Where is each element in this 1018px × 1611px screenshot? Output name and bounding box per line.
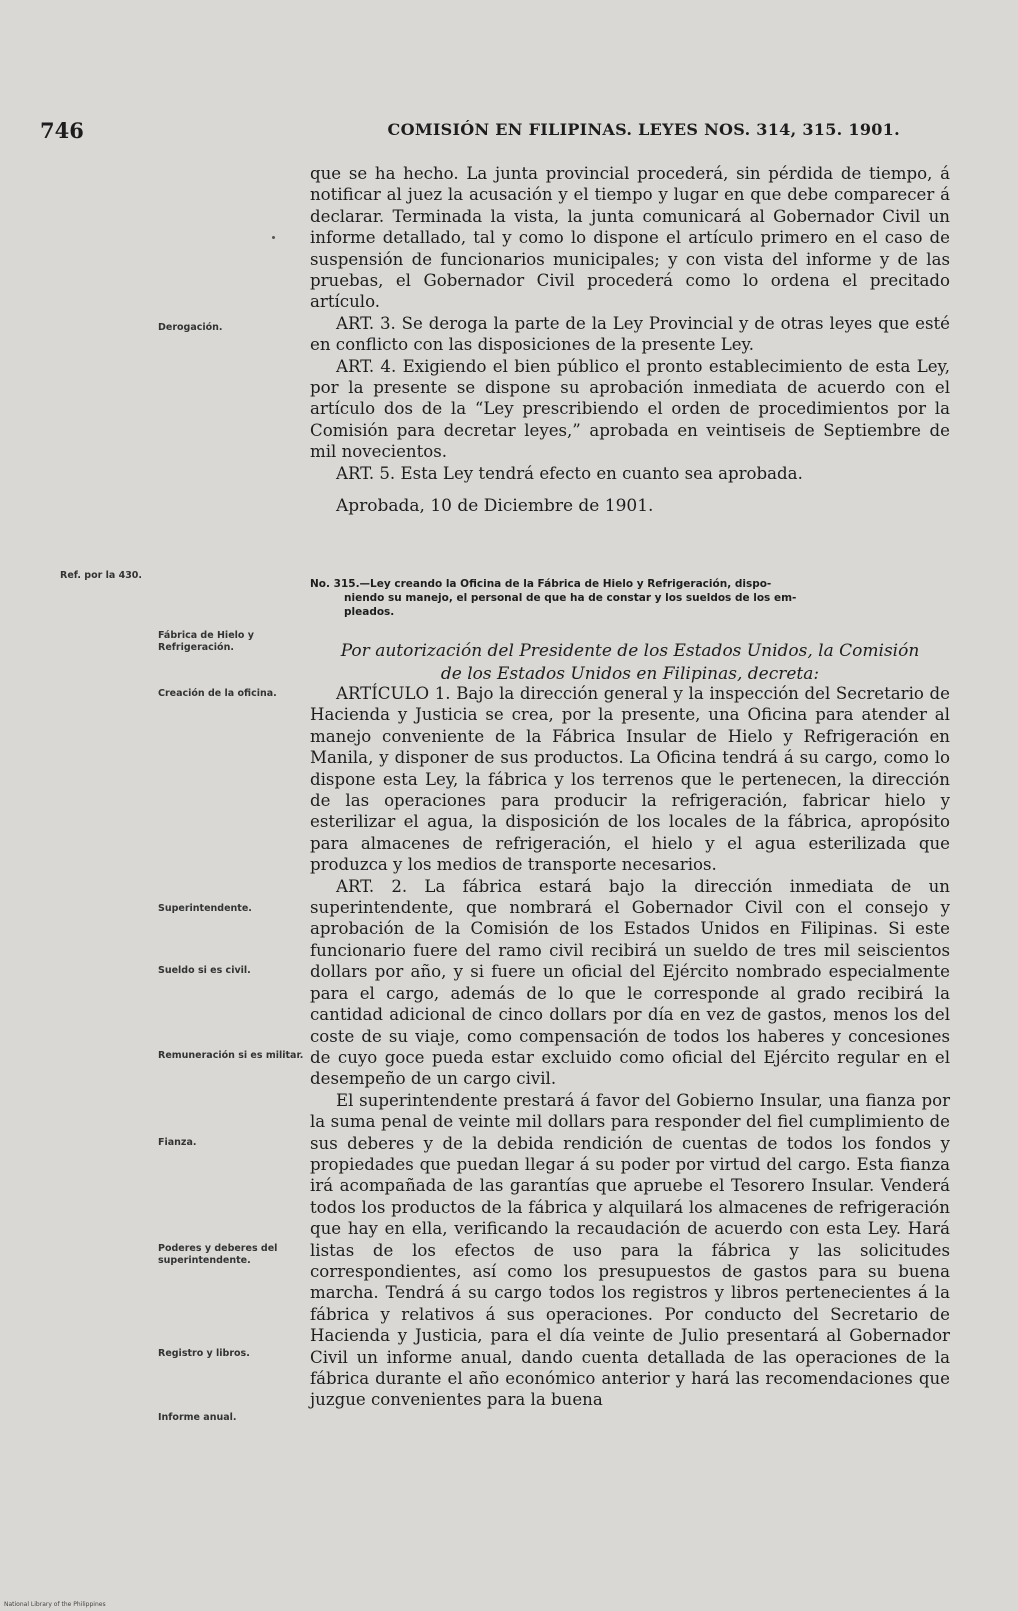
- page-number: 746: [40, 118, 84, 143]
- article-5: ART. 5. Esta Ley tendrá efecto en cuanto sea aprobada.: [336, 463, 803, 483]
- margin-note-sueldo: Sueldo si es civil.: [158, 965, 251, 976]
- law-title-line-2: niendo su manejo, el personal de que ha de constar y los sueldos de los em-: [344, 592, 797, 604]
- law-title-line-3: pleados.: [344, 606, 395, 618]
- margin-note-fabrica: Fábrica de Hielo y Refrigeración.: [158, 630, 254, 653]
- approval-line-wrap: [310, 496, 950, 517]
- law-315-body: [310, 683, 950, 1411]
- preamble-line-2: de los Estados Unidos en Filipinas, decreta:: [440, 664, 820, 684]
- law-preamble: [310, 640, 950, 686]
- margin-note-ref: Ref. por la 430.: [60, 570, 143, 581]
- law-title-line-1: No. 315.—Ley creando la Oficina de la Fábrica de Hielo y Refrigeración, dispo-: [310, 578, 772, 590]
- page-header: [40, 118, 900, 148]
- article-1: ARTÍCULO 1. Bajo la dirección general y la inspección del Secretario de Hacienda y Justicia se crea, por la presente, una Oficina para atender al manejo conveniente de la Fábrica Insular de Hielo y Refrigeración en Manila, y disponer de sus productos. La Oficina tendrá á su cargo, como lo dispone esta Ley, la fábrica y los terrenos que le pertenecen, la dirección de las operaciones para producir la refrigeración, fabricar hielo y esterilizar el agua, la disposición de los locales de la fábrica, apropósito para almacenes de refrigeración, el hielo y el agua esterilizada que produzca y los medios de transporte necesarios.: [310, 684, 950, 875]
- article-3: ART. 3. Se deroga la parte de la Ley Provincial y de otras leyes que esté en conflicto con las disposiciones de la presente Ley.: [310, 313, 950, 355]
- margin-note-derogacion: Derogación.: [158, 322, 223, 333]
- margin-note-remuneracion: Remuneración si es militar.: [158, 1050, 304, 1061]
- article-4: ART. 4. Exigiendo el bien público el pronto establecimiento de esta Ley, por la presente se dispone su aprobación inmediata de acuerdo con el artículo dos de la “Ley prescribiendo el orden de procedimientos por la Comisión para decretar leyes,” aprobada en veintiseis de Septiembre de mil novecientos.: [310, 356, 950, 462]
- law-314-continuation: [310, 163, 950, 484]
- margin-note-creacion: Creación de la oficina.: [158, 688, 277, 699]
- article-2: ART. 2. La fábrica estará bajo la dirección inmediata de un superintendente, que nombrará el Gobernador Civil con el consejo y aprobación de la Comisión de los Estados Unidos en Filipinas. Si este funcionario fuere del ramo civil recibirá un sueldo de tres mil seiscientos dollars por año, y si fuere un oficial del Ejército nombrado especialmente para el cargo, además de lo que le corresponde al grado recibirá la cantidad adicional de cinco dollars por día en vez de gastos, menos los del coste de su viaje, como compensación de todos los haberes y concesiones de cuyo goce pueda estar excluido como oficial del Ejército regular en el desempeño de un cargo civil.: [310, 876, 950, 1089]
- stray-mark: [272, 236, 275, 239]
- margin-note-informe: Informe anual.: [158, 1412, 237, 1423]
- preamble-line-1: Por autorización del Presidente de los Estados Unidos, la Comisión: [340, 641, 920, 661]
- approval-date: Aprobada, 10 de Diciembre de 1901.: [336, 496, 654, 516]
- margin-note-superintendente: Superintendente.: [158, 903, 252, 914]
- running-head: COMISIÓN EN FILIPINAS. LEYES NOS. 314, 315. 1901.: [387, 120, 900, 139]
- law-315-title: [310, 577, 950, 619]
- margin-note-fianza: Fianza.: [158, 1137, 197, 1148]
- margin-note-registro: Registro y libros.: [158, 1348, 250, 1359]
- fianza-paragraph: El superintendente prestará á favor del Gobierno Insular, una fianza por la suma penal de veinte mil dollars para responder del fiel cumplimiento de sus deberes y de la debida rendición de cuentas de todos los fondos y propiedades que puedan llegar á su poder por virtud del cargo. Esta fianza irá acompañada de las garantías que apruebe el Tesorero Insular. Venderá todos los productos de la fábrica y alquilará los almacenes de refrigeración que hay en ella, verificando la recaudación de acuerdo con esta Ley. Hará listas de los efectos de uso para la fábrica y las solicitudes correspondientes, así como los presupuestos de gastos para su buena marcha. Tendrá á su cargo todos los registros y libros pertenecientes á la fábrica y relativos á sus operaciones. Por conducto del Secretario de Hacienda y Justicia, para el día veinte de Julio presentará al Gobernador Civil un informe anual, dando cuenta detallada de las operaciones de la fábrica durante el año económico anterior y hará las recomendaciones que juzgue convenientes para la buena: [310, 1090, 950, 1410]
- margin-note-poderes: Poderes y deberes del superintendente.: [158, 1243, 278, 1266]
- scan-footer: National Library of the Philippines: [4, 1601, 106, 1608]
- paragraph-continuation: que se ha hecho. La junta provincial procederá, sin pérdida de tiempo, á notificar al juez la acusación y el tiempo y lugar en que debe comparecer á declarar. Terminada la vista, la junta comunicará al Gobernador Civil un informe detallado, tal y como lo dispone el artículo primero en el caso de suspensión de funcionarios municipales; y con vista del informe y de las pruebas, el Gobernador Civil procederá como lo ordena el precitado artículo.: [310, 164, 950, 312]
